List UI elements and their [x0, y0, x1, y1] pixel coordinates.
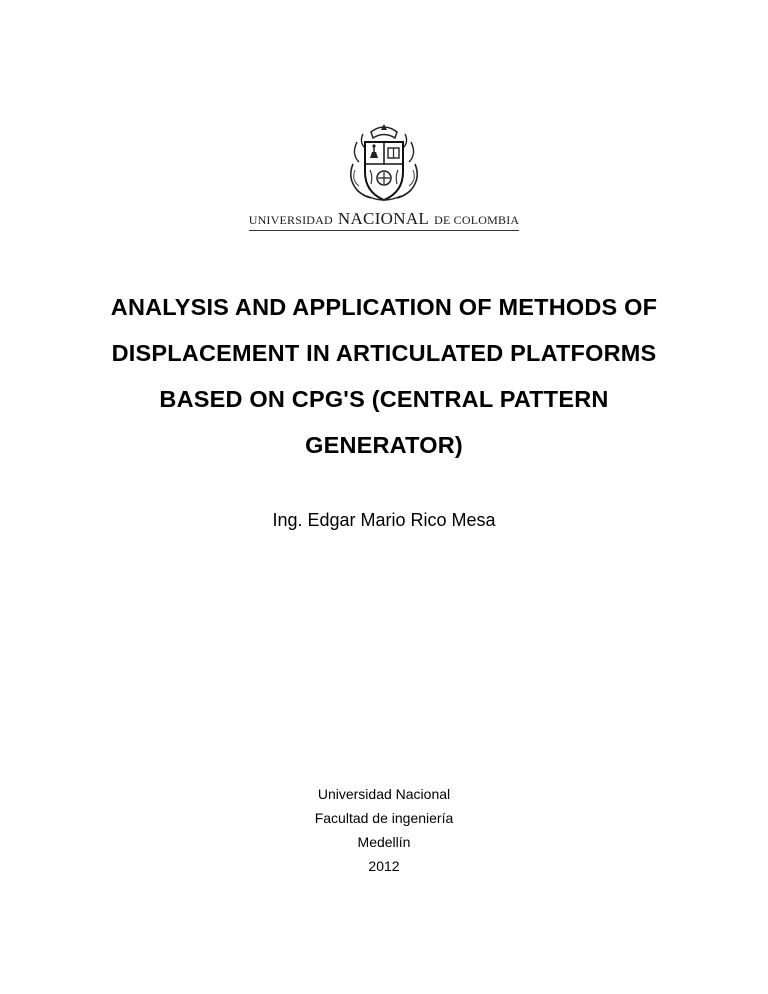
- university-crest-icon: [343, 120, 425, 204]
- institution-name: Universidad Nacional: [317, 786, 451, 802]
- author-name: Ing. Edgar Mario Rico Mesa: [272, 510, 496, 530]
- university-logo: [0, 120, 768, 231]
- publication-info: [0, 782, 768, 878]
- city-name: Medellín: [357, 834, 411, 850]
- faculty-name: Facultad de ingeniería: [314, 810, 454, 826]
- publication-year: 2012: [368, 858, 400, 874]
- wordmark-main: NACIONAL: [337, 209, 430, 228]
- document-title: ANALYSIS AND APPLICATION OF METHODS OF DISPLACEMENT IN ARTICULATED PLATFORMS BASED ON CPG'S (CENTRAL PATTERN GENERATOR): [110, 294, 658, 458]
- wordmark-prefix: UNIVERSIDAD: [248, 213, 333, 227]
- university-wordmark: [249, 210, 520, 231]
- wordmark-suffix: DE COLOMBIA: [434, 213, 520, 227]
